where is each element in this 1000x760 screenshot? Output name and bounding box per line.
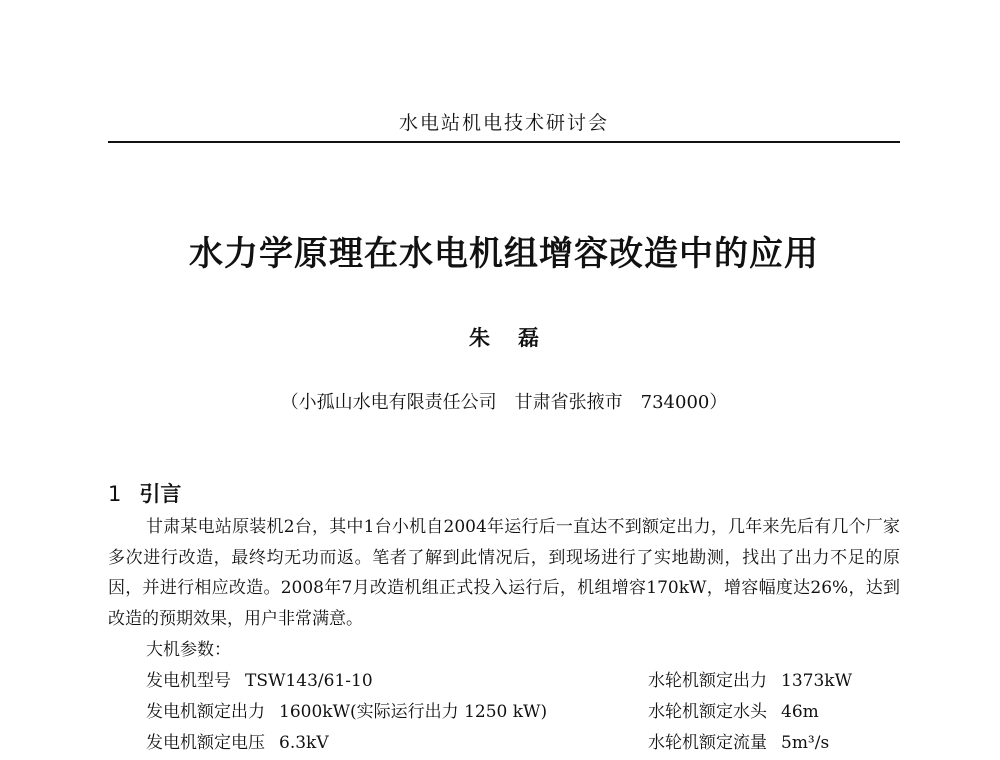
- param-row: [146, 666, 373, 691]
- param-key: 水轮机额定水头: [648, 702, 767, 722]
- section-heading: [108, 478, 181, 508]
- running-header: 水电站机电技术研讨会: [398, 112, 609, 134]
- param-row: [648, 666, 852, 691]
- param-row: [146, 697, 547, 722]
- param-value: 46m: [781, 702, 819, 722]
- param-value: 6.3kV: [279, 733, 329, 753]
- paper-title: 水力学原理在水电机组增容改造中的应用: [189, 234, 819, 274]
- author-affiliation: （小孤山水电有限责任公司 甘肃省张掖市 734000）: [280, 392, 728, 413]
- header-rule: [108, 141, 900, 143]
- param-value: 5m³/s: [781, 733, 830, 753]
- param-value: TSW143/61-10: [245, 671, 373, 691]
- section-number: 1: [108, 482, 122, 506]
- param-key: 发电机额定出力: [146, 702, 265, 722]
- param-value: 1600kW(实际运行出力 1250 kW): [279, 702, 548, 722]
- param-key: 水轮机额定流量: [648, 733, 767, 753]
- intro-paragraph: 甘肃某电站原装机2台，其中1台小机自2004年运行后一直达不到额定出力，几年来先后有几个厂家多次进行改造，最终均无功而返。笔者了解到此情况后，到现场进行了实地勘测，找出了出力不足的原因，并进行相应改造。2008年7月改造机组正式投入运行后，机组增容170kW，增容幅度达26%，达到改造的预期效果，用户非常满意。: [108, 517, 900, 629]
- param-row: [648, 728, 829, 753]
- param-key: 发电机型号: [146, 671, 231, 691]
- section-title: 引言: [139, 482, 182, 506]
- param-key: 水轮机额定出力: [648, 671, 767, 691]
- param-value: 1373kW: [781, 671, 853, 691]
- author-name: 朱磊: [469, 325, 567, 350]
- param-key: 发电机额定电压: [146, 733, 265, 753]
- param-row: [648, 697, 819, 722]
- param-row: [146, 728, 329, 753]
- params-label: 大机参数：: [146, 640, 231, 660]
